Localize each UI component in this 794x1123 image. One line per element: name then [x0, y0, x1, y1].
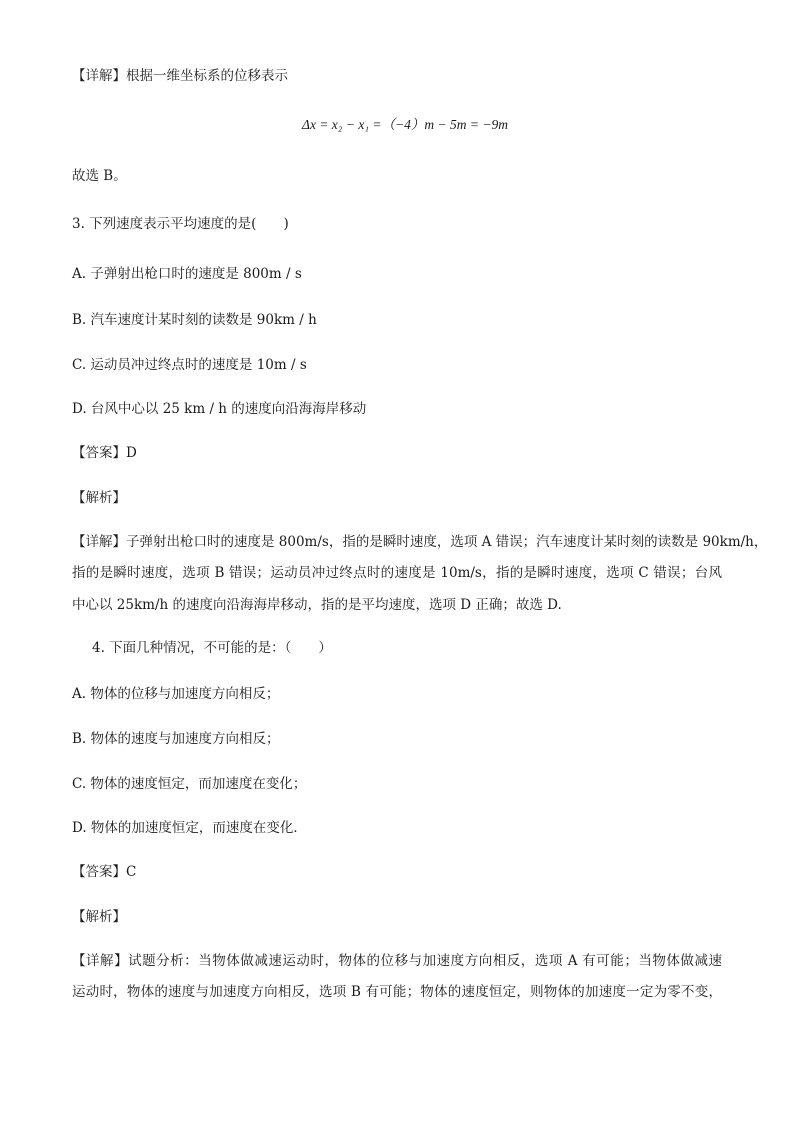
detail-text: 根据一维坐标系的位移表示 [126, 68, 288, 84]
q4-detail-line-1: 【详解】试题分析：当物体做减速运动时，物体的位移与加速度方向相反，选项 A 有可能；当物体做减速 [72, 953, 722, 969]
q4-option-c: C. 物体的速度恒定，而加速度在变化； [72, 776, 307, 792]
q4-option-a: A. 物体的位移与加速度方向相反； [72, 686, 280, 702]
q4-detail-line-2: 运动时，物体的速度与加速度方向相反，选项 B 有可能；物体的速度恒定，则物体的加速度一定为零不变， [72, 984, 722, 1000]
displacement-equation: Δx = x₂ − x₁ =（−4）m − 5m = −9m [302, 117, 508, 132]
q3-stem: 3. 下列速度表示平均速度的是( ) [72, 216, 289, 232]
answer-label: 【答案】 [72, 864, 126, 880]
answer-value: D [126, 445, 137, 461]
q3-option-b: B. 汽车速度计某时刻的读数是 90km / h [72, 312, 317, 328]
answer-value: C [126, 864, 137, 880]
q3-answer-line [72, 443, 137, 463]
q3-detail-line-2: 指的是瞬时速度，选项 B 错误；运动员冲过终点时的速度是 10m/s，指的是瞬时速度，选项 C 错误；台风 [72, 565, 722, 581]
q3-option-c: C. 运动员冲过终点时的速度是 10m / s [72, 357, 307, 373]
q4-stem: 4. 下面几种情况，不可能的是：（ ） [92, 640, 332, 656]
q4-option-b: B. 物体的速度与加速度方向相反； [72, 731, 280, 747]
q2-detail-line [72, 66, 288, 86]
q3-detail-line-3: 中心以 25km/h 的速度向沿海海岸移动，指的是平均速度，选项 D 正确；故选 D. [72, 597, 562, 613]
q3-detail-line-1: 【详解】子弹射出枪口时的速度是 800m/s，指的是瞬时速度，选项 A 错误；汽车速度计某时刻的读数是 90km/h， [72, 534, 768, 550]
q4-option-d: D. 物体的加速度恒定，而速度在变化． [72, 820, 307, 836]
q4-analysis-label: 【解析】 [72, 909, 126, 925]
detail-label: 【详解】 [72, 68, 126, 84]
q4-answer-line [72, 862, 136, 882]
q3-option-a: A. 子弹射出枪口时的速度是 800m / s [72, 266, 302, 282]
q3-option-d: D. 台风中心以 25 km / h 的速度向沿海海岸移动 [72, 401, 367, 417]
q2-conclusion: 故选 B。 [72, 168, 127, 184]
answer-label: 【答案】 [72, 445, 126, 461]
q3-analysis-label: 【解析】 [72, 490, 126, 506]
